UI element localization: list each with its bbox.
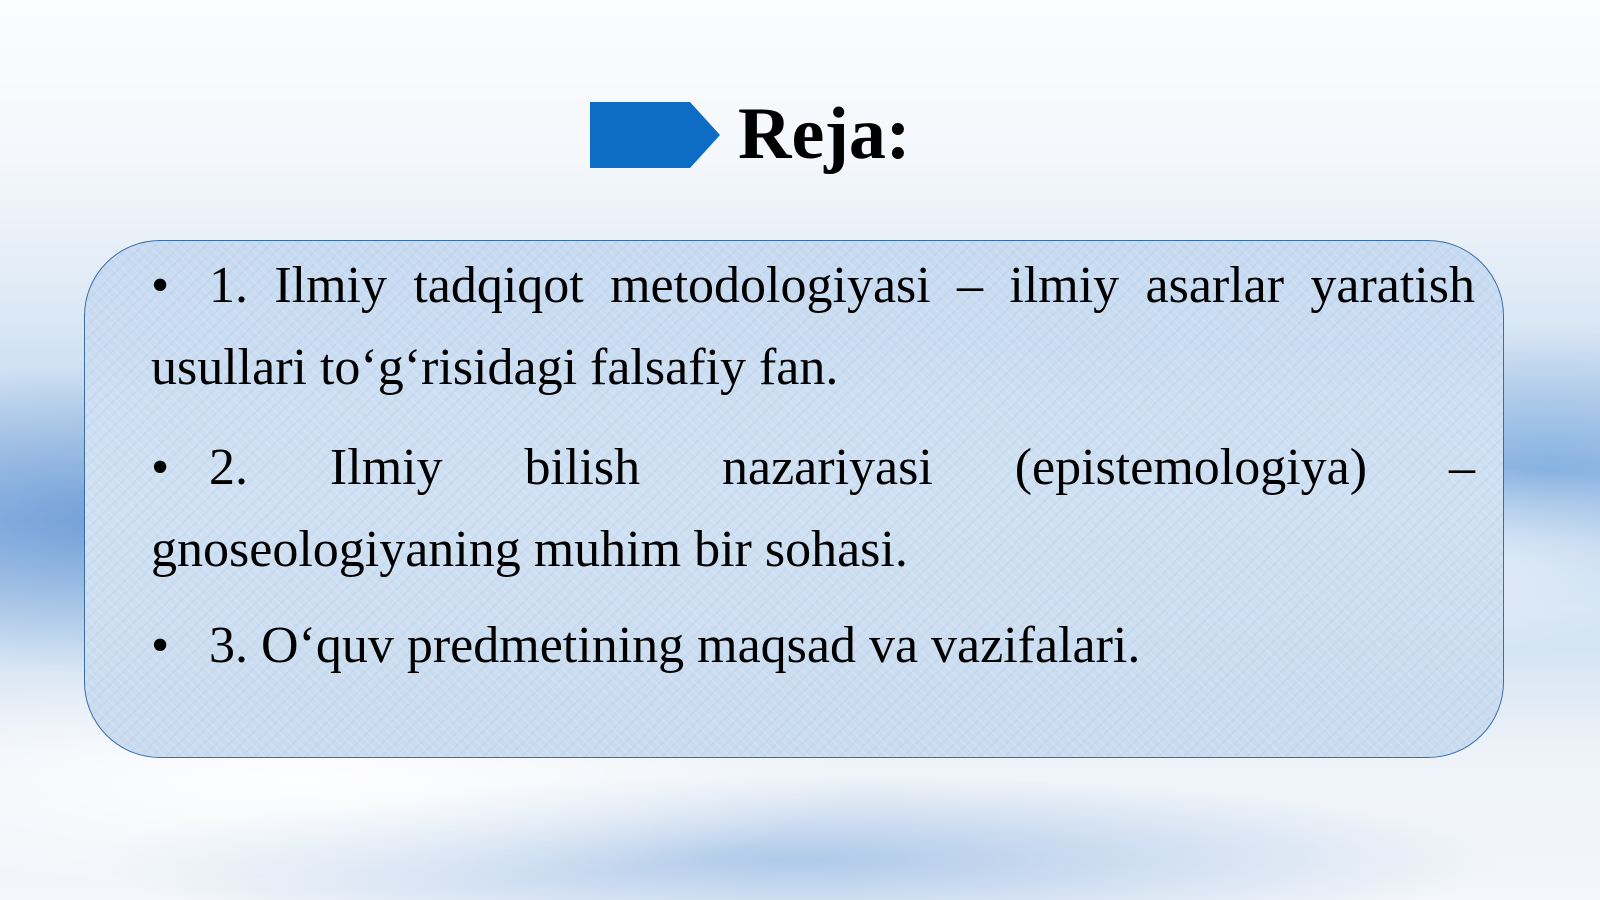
- list-item: [151, 427, 1475, 591]
- bullet-marker: •: [151, 257, 170, 314]
- list-item-text: 1. Ilmiy tadqiqot metodologiyasi – ilmiy asarlar yaratish usullari to‘g‘risidagi falsafiy fan.: [151, 257, 1475, 396]
- bullet-marker: •: [151, 617, 170, 674]
- list-item: [151, 605, 1475, 687]
- bullet-list: [151, 245, 1475, 705]
- arrow-right-icon: [590, 102, 720, 168]
- slide-title: Reja:: [738, 93, 911, 175]
- list-item: [151, 245, 1475, 409]
- content-box: [84, 240, 1504, 758]
- bullet-marker: •: [151, 439, 170, 496]
- title-row: [0, 90, 1600, 180]
- list-item-text: 3. O‘quv predmetining maqsad va vazifalari.: [209, 617, 1141, 674]
- list-item-text: 2. Ilmiy bilish nazariyasi (epistemologiya) – gnoseologiyaning muhim bir sohasi.: [151, 439, 1475, 578]
